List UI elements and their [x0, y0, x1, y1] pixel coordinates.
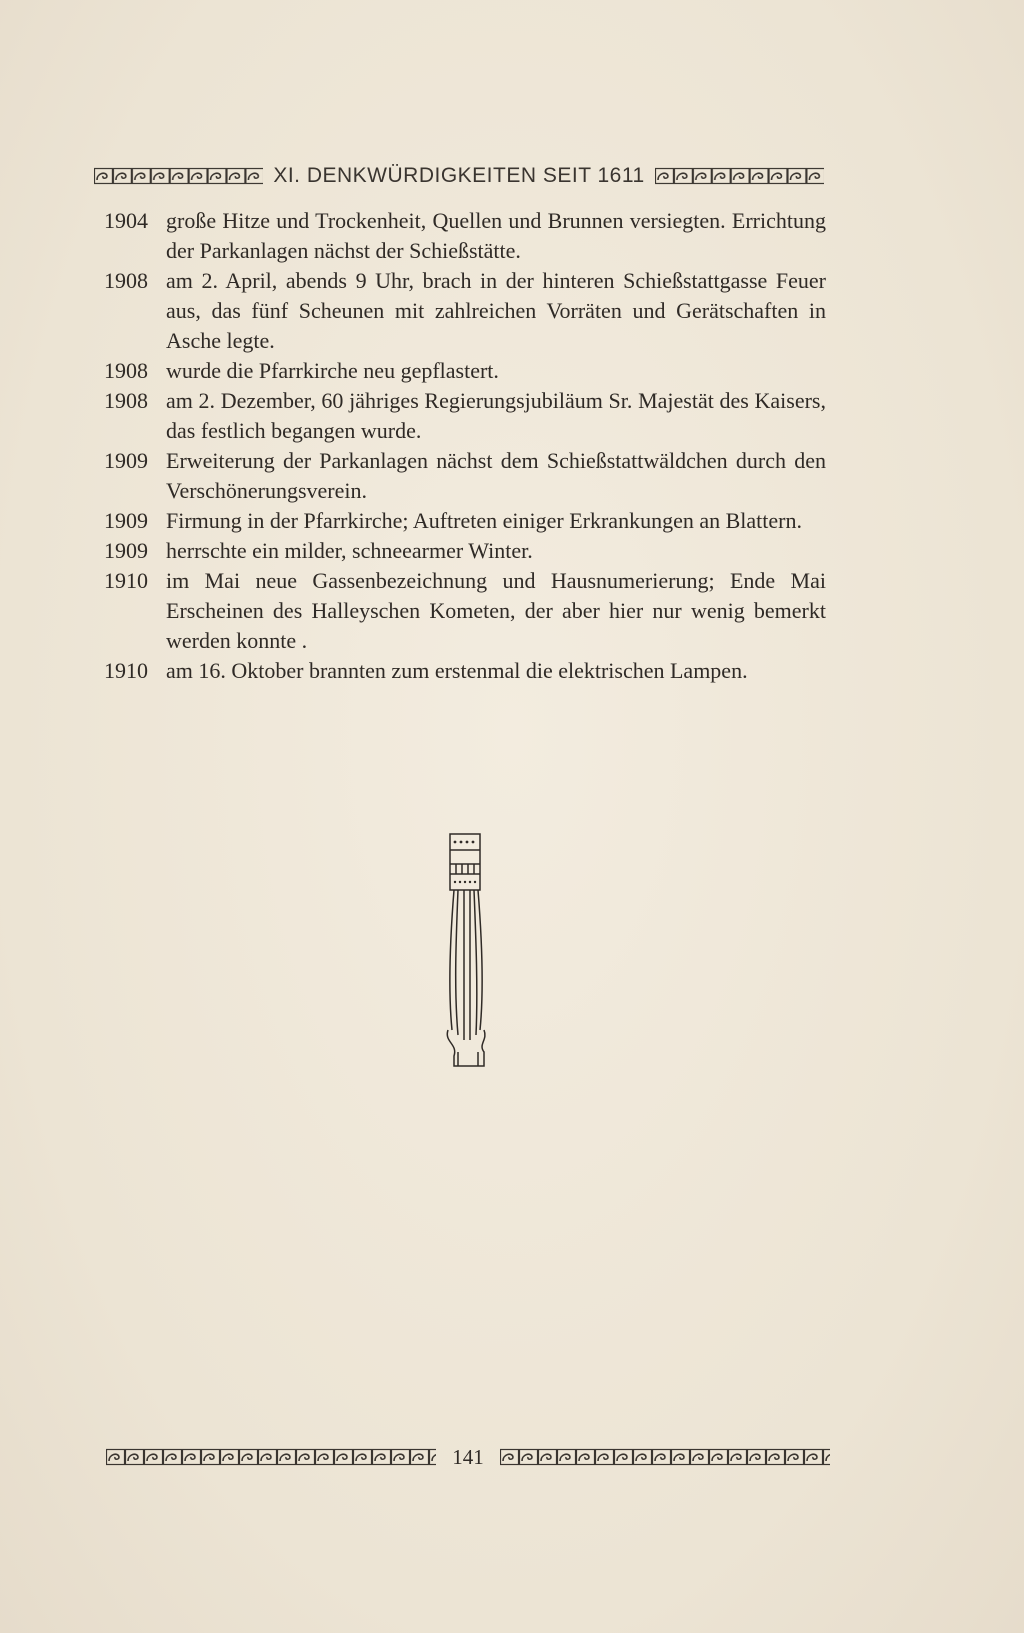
chronicle-entry — [104, 206, 826, 266]
entry-text: im Mai neue Gassenbezeichnung und Hausnumerierung; Ende Mai Erscheinen des Halleyschen Kometen, der aber hier nur wenig bemerkt werden konnte . — [166, 568, 826, 653]
chronicle-entry — [104, 536, 826, 566]
entry-text: am 2. Dezember, 60 jähriges Regierungsjubiläum Sr. Majestät des Kaisers, das festlich begangen wurde. — [166, 388, 826, 443]
chronicle-entry — [104, 566, 826, 656]
entry-text: herrschte ein milder, schneearmer Winter. — [166, 538, 533, 563]
chronicle-entry — [104, 356, 826, 386]
entry-year: 1909 — [104, 448, 148, 473]
entry-year: 1910 — [104, 658, 148, 683]
entry-text: am 16. Oktober brannten zum erstenmal die elektrischen Lampen. — [166, 658, 748, 683]
tassel-vignette-icon — [444, 830, 494, 1070]
entry-text: wurde die Pfarrkirche neu gepflastert. — [166, 358, 499, 383]
entry-text: Erweiterung der Parkanlagen nächst dem Schießstattwäldchen durch den Verschönerungsverein. — [166, 448, 826, 503]
chronicle-entry — [104, 656, 826, 686]
entry-year: 1910 — [104, 568, 148, 593]
chronicle-entry — [104, 506, 826, 536]
chronicle-entry — [104, 266, 826, 356]
chronicle-entries — [104, 206, 826, 686]
entry-year: 1909 — [104, 508, 148, 533]
running-header — [94, 162, 824, 190]
meander-ornament-icon — [106, 1448, 436, 1466]
page-number: 141 — [452, 1444, 484, 1469]
running-header-title: XI. DENKWÜRDIGKEITEN SEIT 1611 — [273, 164, 645, 187]
entry-text: Firmung in der Pfarrkirche; Auftreten einiger Erkrankungen an Blattern. — [166, 508, 802, 533]
entry-year: 1908 — [104, 388, 148, 413]
chronicle-entry — [104, 386, 826, 446]
entry-year: 1908 — [104, 268, 148, 293]
chronicle-entry — [104, 446, 826, 506]
entry-text: am 2. April, abends 9 Uhr, brach in der hinteren Schießstattgasse Feuer aus, das fünf Scheunen mit zahlreichen Vorräten und Gerätschaften in Asche legte. — [166, 268, 826, 353]
meander-ornament-icon — [500, 1448, 830, 1466]
entry-year: 1908 — [104, 358, 148, 383]
entry-text: große Hitze und Trockenheit, Quellen und Brunnen versiegten. Errichtung der Parkanlagen nächst der Schießstätte. — [166, 208, 826, 263]
meander-ornament-icon — [94, 167, 263, 185]
entry-year: 1904 — [104, 208, 148, 233]
meander-ornament-icon — [655, 167, 824, 185]
page-footer — [106, 1444, 830, 1470]
entry-year: 1909 — [104, 538, 148, 563]
